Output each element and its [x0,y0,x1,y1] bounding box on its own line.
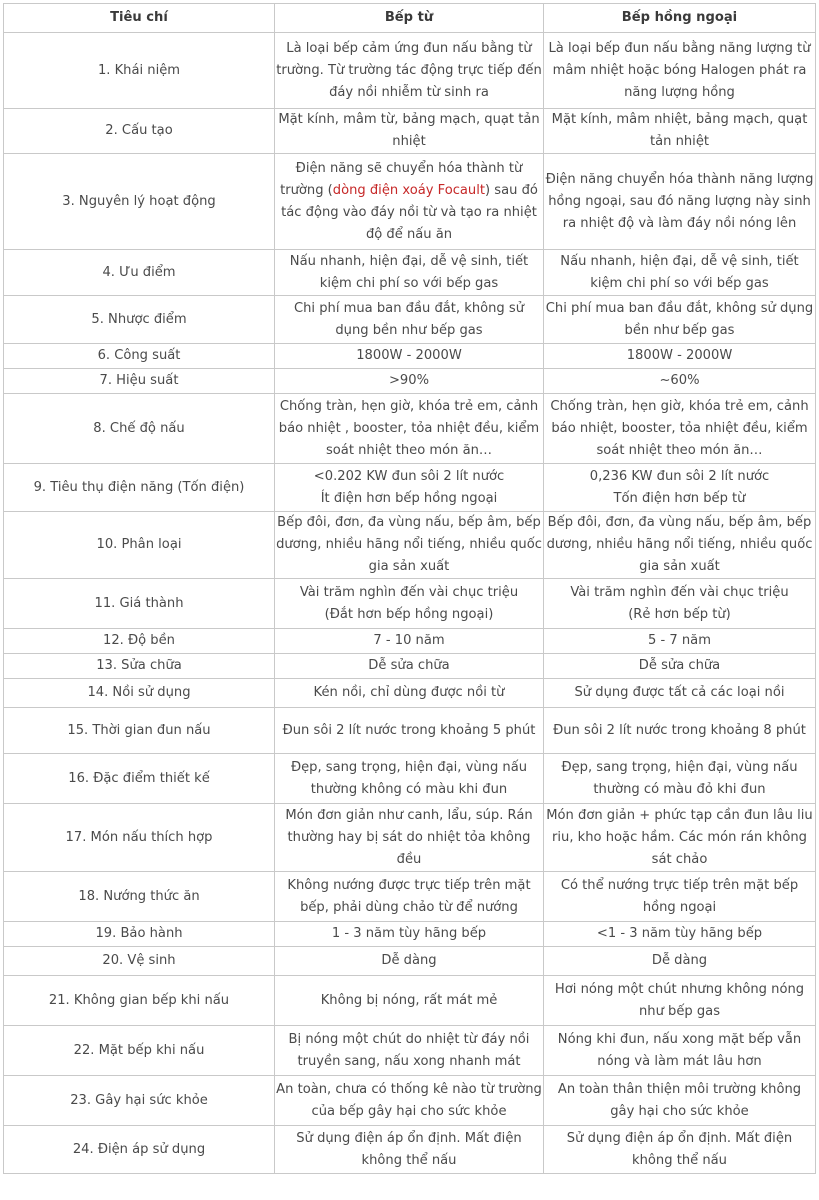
criterion-cell: 16. Đặc điểm thiết kế [4,754,275,804]
infrared-line-1: Vài trăm nghìn đến vài chục triệu [570,584,789,600]
infrared-cell: Món đơn giản + phức tạp cần đun lâu liu riu, kho hoặc hầm. Các món rán không sát chảo [544,804,816,872]
induction-text-post: ) sau đó tác động vào đáy nồi từ và tạo ra nhiệt độ để nấu ăn [281,182,538,242]
criterion-cell: 6. Công suất [4,344,275,369]
infrared-cell [544,579,816,629]
induction-cell [275,464,544,512]
induction-cell: Mặt kính, mâm từ, bảng mạch, quạt tản nhiệt [275,109,544,154]
induction-line-2: (Đắt hơn bếp hồng ngoại) [324,606,494,622]
criterion-cell: 1. Khái niệm [4,33,275,109]
criterion-cell: 19. Bảo hành [4,922,275,947]
header-row [4,4,816,33]
induction-cell: An toàn, chưa có thống kê nào từ trường của bếp gây hại cho sức khỏe [275,1076,544,1126]
induction-cell: Nấu nhanh, hiện đại, dễ vệ sinh, tiết kiệm chi phí so với bếp gas [275,250,544,296]
table-row [4,654,816,679]
induction-line-1: Vài trăm nghìn đến vài chục triệu [299,584,519,600]
table-row [4,629,816,654]
criterion-cell: 2. Cấu tạo [4,109,275,154]
table-row [4,976,816,1026]
criterion-cell: 15. Thời gian đun nấu [4,708,275,754]
table-row [4,369,816,394]
induction-cell: >90% [275,369,544,394]
criterion-cell: 14. Nồi sử dụng [4,679,275,708]
infrared-line-1: 0,236 KW đun sôi 2 lít nước [589,468,770,484]
criterion-cell: 17. Món nấu thích hợp [4,804,275,872]
table-row [4,947,816,976]
table-row [4,109,816,154]
table-row [4,579,816,629]
infrared-cell: Đẹp, sang trọng, hiện đại, vùng nấu thường có màu đỏ khi đun [544,754,816,804]
infrared-cell: Có thể nướng trực tiếp trên mặt bếp hồng ngoại [544,872,816,922]
focault-link[interactable]: dòng điện xoáy Focault [332,182,486,198]
infrared-cell: Mặt kính, mâm nhiệt, bảng mạch, quạt tản nhiệt [544,109,816,154]
table-row [4,708,816,754]
criterion-cell: 10. Phân loại [4,512,275,579]
infrared-cell: Nấu nhanh, hiện đại, dễ vệ sinh, tiết kiệm chi phí so với bếp gas [544,250,816,296]
table-row [4,33,816,109]
criterion-cell: 9. Tiêu thụ điện năng (Tốn điện) [4,464,275,512]
infrared-cell: 5 - 7 năm [544,629,816,654]
criterion-cell: 23. Gây hại sức khỏe [4,1076,275,1126]
table-row [4,394,816,464]
infrared-line-2: Tốn điện hơn bếp từ [613,490,746,506]
criterion-cell: 3. Nguyên lý hoạt động [4,154,275,250]
induction-cell: Là loại bếp cảm ứng đun nấu bằng từ trường. Từ trường tác động trực tiếp đến đáy nồi nhiễm từ sinh ra [275,33,544,109]
induction-cell: Dễ dàng [275,947,544,976]
table-row [4,679,816,708]
table-row [4,1076,816,1126]
table-row [4,464,816,512]
comparison-table [3,3,816,1174]
criterion-cell: 5. Nhược điểm [4,296,275,344]
induction-cell: Chống tràn, hẹn giờ, khóa trẻ em, cảnh báo nhiệt , booster, tỏa nhiệt đều, kiểm soát nhiệt theo món ăn… [275,394,544,464]
criterion-cell: 24. Điện áp sử dụng [4,1126,275,1174]
table-row [4,1026,816,1076]
table-row [4,154,816,250]
induction-cell: Dễ sửa chữa [275,654,544,679]
induction-cell: Sử dụng điện áp ổn định. Mất điện không thể nấu [275,1126,544,1174]
infrared-cell: Nóng khi đun, nấu xong mặt bếp vẫn nóng và làm mát lâu hơn [544,1026,816,1076]
induction-cell: Chi phí mua ban đầu đắt, không sử dụng bền như bếp gas [275,296,544,344]
infrared-cell: Sử dụng điện áp ổn định. Mất điện không thể nấu [544,1126,816,1174]
table-row [4,512,816,579]
induction-text-pre: Điện năng sẽ chuyển hóa thành từ trường ( [280,160,523,198]
induction-cell: Món đơn giản như canh, lẩu, súp. Rán thường hay bị sát do nhiệt tỏa không đều [275,804,544,872]
table-row [4,1126,816,1174]
induction-cell: Không nướng được trực tiếp trên mặt bếp, phải dùng chảo từ để nướng [275,872,544,922]
infrared-cell: Là loại bếp đun nấu bằng năng lượng từ mâm nhiệt hoặc bóng Halogen phát ra năng lượng hồng [544,33,816,109]
table-row [4,296,816,344]
infrared-line-2: (Rẻ hơn bếp từ) [628,606,731,622]
induction-cell: Đun sôi 2 lít nước trong khoảng 5 phút [275,708,544,754]
induction-cell [275,154,544,250]
infrared-cell: Điện năng chuyển hóa thành năng lượng hồng ngoại, sau đó năng lượng này sinh ra nhiệt độ và làm đáy nồi nóng lên [544,154,816,250]
header-infrared: Bếp hồng ngoại [544,4,816,33]
induction-cell: 1800W - 2000W [275,344,544,369]
infrared-cell: Chống tràn, hẹn giờ, khóa trẻ em, cảnh báo nhiệt, booster, tỏa nhiệt đều, kiểm soát nhiệt theo món ăn… [544,394,816,464]
header-induction: Bếp từ [275,4,544,33]
induction-cell: 7 - 10 năm [275,629,544,654]
infrared-cell: Đun sôi 2 lít nước trong khoảng 8 phút [544,708,816,754]
criterion-cell: 12. Độ bền [4,629,275,654]
table-row [4,344,816,369]
criterion-cell: 8. Chế độ nấu [4,394,275,464]
criterion-cell: 20. Vệ sinh [4,947,275,976]
induction-line-2: Ít điện hơn bếp hồng ngoại [320,490,498,506]
infrared-cell: Dễ dàng [544,947,816,976]
infrared-cell: Sử dụng được tất cả các loại nồi [544,679,816,708]
table-row [4,922,816,947]
induction-cell: 1 - 3 năm tùy hãng bếp [275,922,544,947]
criterion-cell: 21. Không gian bếp khi nấu [4,976,275,1026]
infrared-cell: <1 - 3 năm tùy hãng bếp [544,922,816,947]
criterion-cell: 18. Nướng thức ăn [4,872,275,922]
infrared-cell: Dễ sửa chữa [544,654,816,679]
induction-cell [275,579,544,629]
criterion-cell: 7. Hiệu suất [4,369,275,394]
criterion-cell: 4. Ưu điểm [4,250,275,296]
induction-cell: Không bị nóng, rất mát mẻ [275,976,544,1026]
table-row [4,872,816,922]
induction-line-1: <0.202 KW đun sôi 2 lít nước [313,468,505,484]
infrared-cell: Bếp đôi, đơn, đa vùng nấu, bếp âm, bếp dương, nhiều hãng nổi tiếng, nhiều quốc gia sản xuất [544,512,816,579]
induction-cell: Đẹp, sang trọng, hiện đại, vùng nấu thường không có màu khi đun [275,754,544,804]
criterion-cell: 22. Mặt bếp khi nấu [4,1026,275,1076]
table-row [4,250,816,296]
table-row [4,754,816,804]
infrared-cell [544,464,816,512]
infrared-cell: Hơi nóng một chút nhưng không nóng như bếp gas [544,976,816,1026]
induction-cell: Bếp đôi, đơn, đa vùng nấu, bếp âm, bếp dương, nhiều hãng nổi tiếng, nhiều quốc gia sản xuất [275,512,544,579]
criterion-cell: 11. Giá thành [4,579,275,629]
induction-cell: Bị nóng một chút do nhiệt từ đáy nồi truyền sang, nấu xong nhanh mát [275,1026,544,1076]
induction-cell: Kén nồi, chỉ dùng được nồi từ [275,679,544,708]
infrared-cell: Chi phí mua ban đầu đắt, không sử dụng bền như bếp gas [544,296,816,344]
infrared-cell: An toàn thân thiện môi trường không gây hại cho sức khỏe [544,1076,816,1126]
header-criterion: Tiêu chí [4,4,275,33]
infrared-cell: 1800W - 2000W [544,344,816,369]
criterion-cell: 13. Sửa chữa [4,654,275,679]
table-row [4,804,816,872]
infrared-cell: ~60% [544,369,816,394]
